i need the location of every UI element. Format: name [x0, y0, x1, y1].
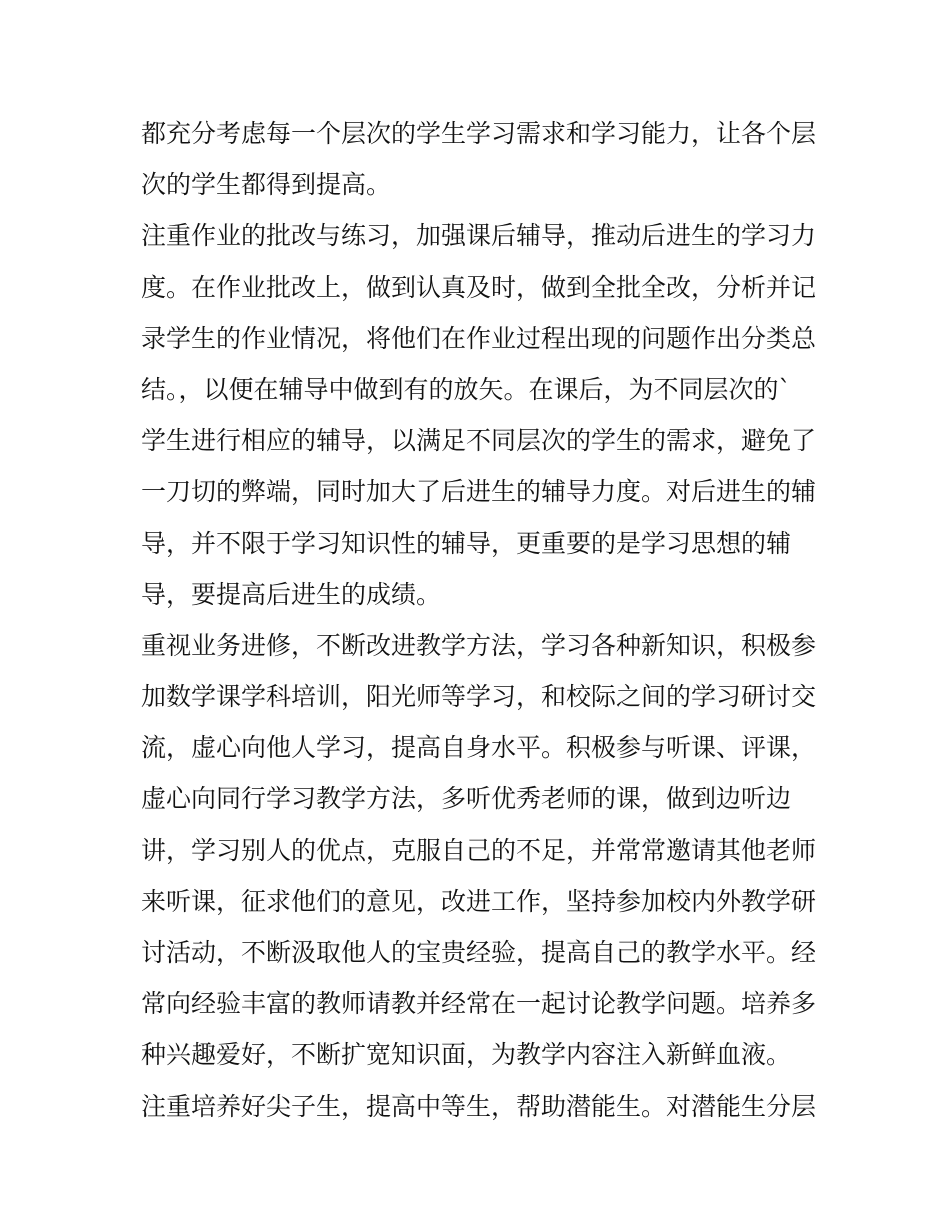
text-line: 虚心向同行学习教学方法，多听优秀老师的课，做到边听边 [141, 784, 792, 814]
text-line: 次的学生都得到提高。 [141, 170, 392, 200]
text-line: 常向经验丰富的教师请教并经常在一起讨论教学问题。培养多 [141, 989, 817, 1019]
text-line: 导，并不限于学习知识性的辅导，更重要的是学习思想的辅 [141, 528, 792, 558]
text-line: 流，虚心向他人学习，提高自身水平。积极参与听课、评课， [141, 733, 817, 763]
document-body [141, 108, 821, 1132]
text-line: 学生进行相应的辅导，以满足不同层次的学生的需求，避免了 [141, 426, 817, 456]
text-line: 录学生的作业情况，将他们在作业过程出现的问题作出分类总 [141, 323, 817, 353]
text-line: 度。在作业批改上，做到认真及时，做到全批全改，分析并记 [141, 272, 817, 302]
text-line: 注重作业的批改与练习，加强课后辅导，推动后进生的学习力 [141, 221, 817, 251]
text-line: 结。，以便在辅导中做到有的放矢。在课后，为不同层次的` [141, 374, 792, 404]
text-line: 加数学课学科培训，阳光师等学习，和校际之间的学习研讨交 [141, 682, 817, 712]
text-line: 讨活动，不断汲取他人的宝贵经验，提高自己的教学水平。经 [141, 938, 817, 967]
text-line: 种兴趣爱好，不断扩宽知识面，为教学内容注入新鲜血液。 [141, 1040, 792, 1070]
text-line: 导，要提高后进生的成绩。 [141, 579, 442, 609]
text-line: 一刀切的弊端，同时加大了后进生的辅导力度。对后进生的辅 [141, 477, 817, 507]
text-line: 都充分考虑每一个层次的学生学习需求和学习能力，让各个层 [141, 119, 817, 148]
text-line: 来听课，征求他们的意见，改进工作，坚持参加校内外教学研 [141, 886, 817, 916]
text-line: 注重培养好尖子生，提高中等生，帮助潜能生。对潜能生分层 [141, 1091, 817, 1121]
text-line: 讲，学习别人的优点，克服自己的不足，并常常邀请其他老师 [141, 835, 817, 865]
text-line: 重视业务进修，不断改进教学方法，学习各种新知识，积极参 [141, 630, 817, 660]
